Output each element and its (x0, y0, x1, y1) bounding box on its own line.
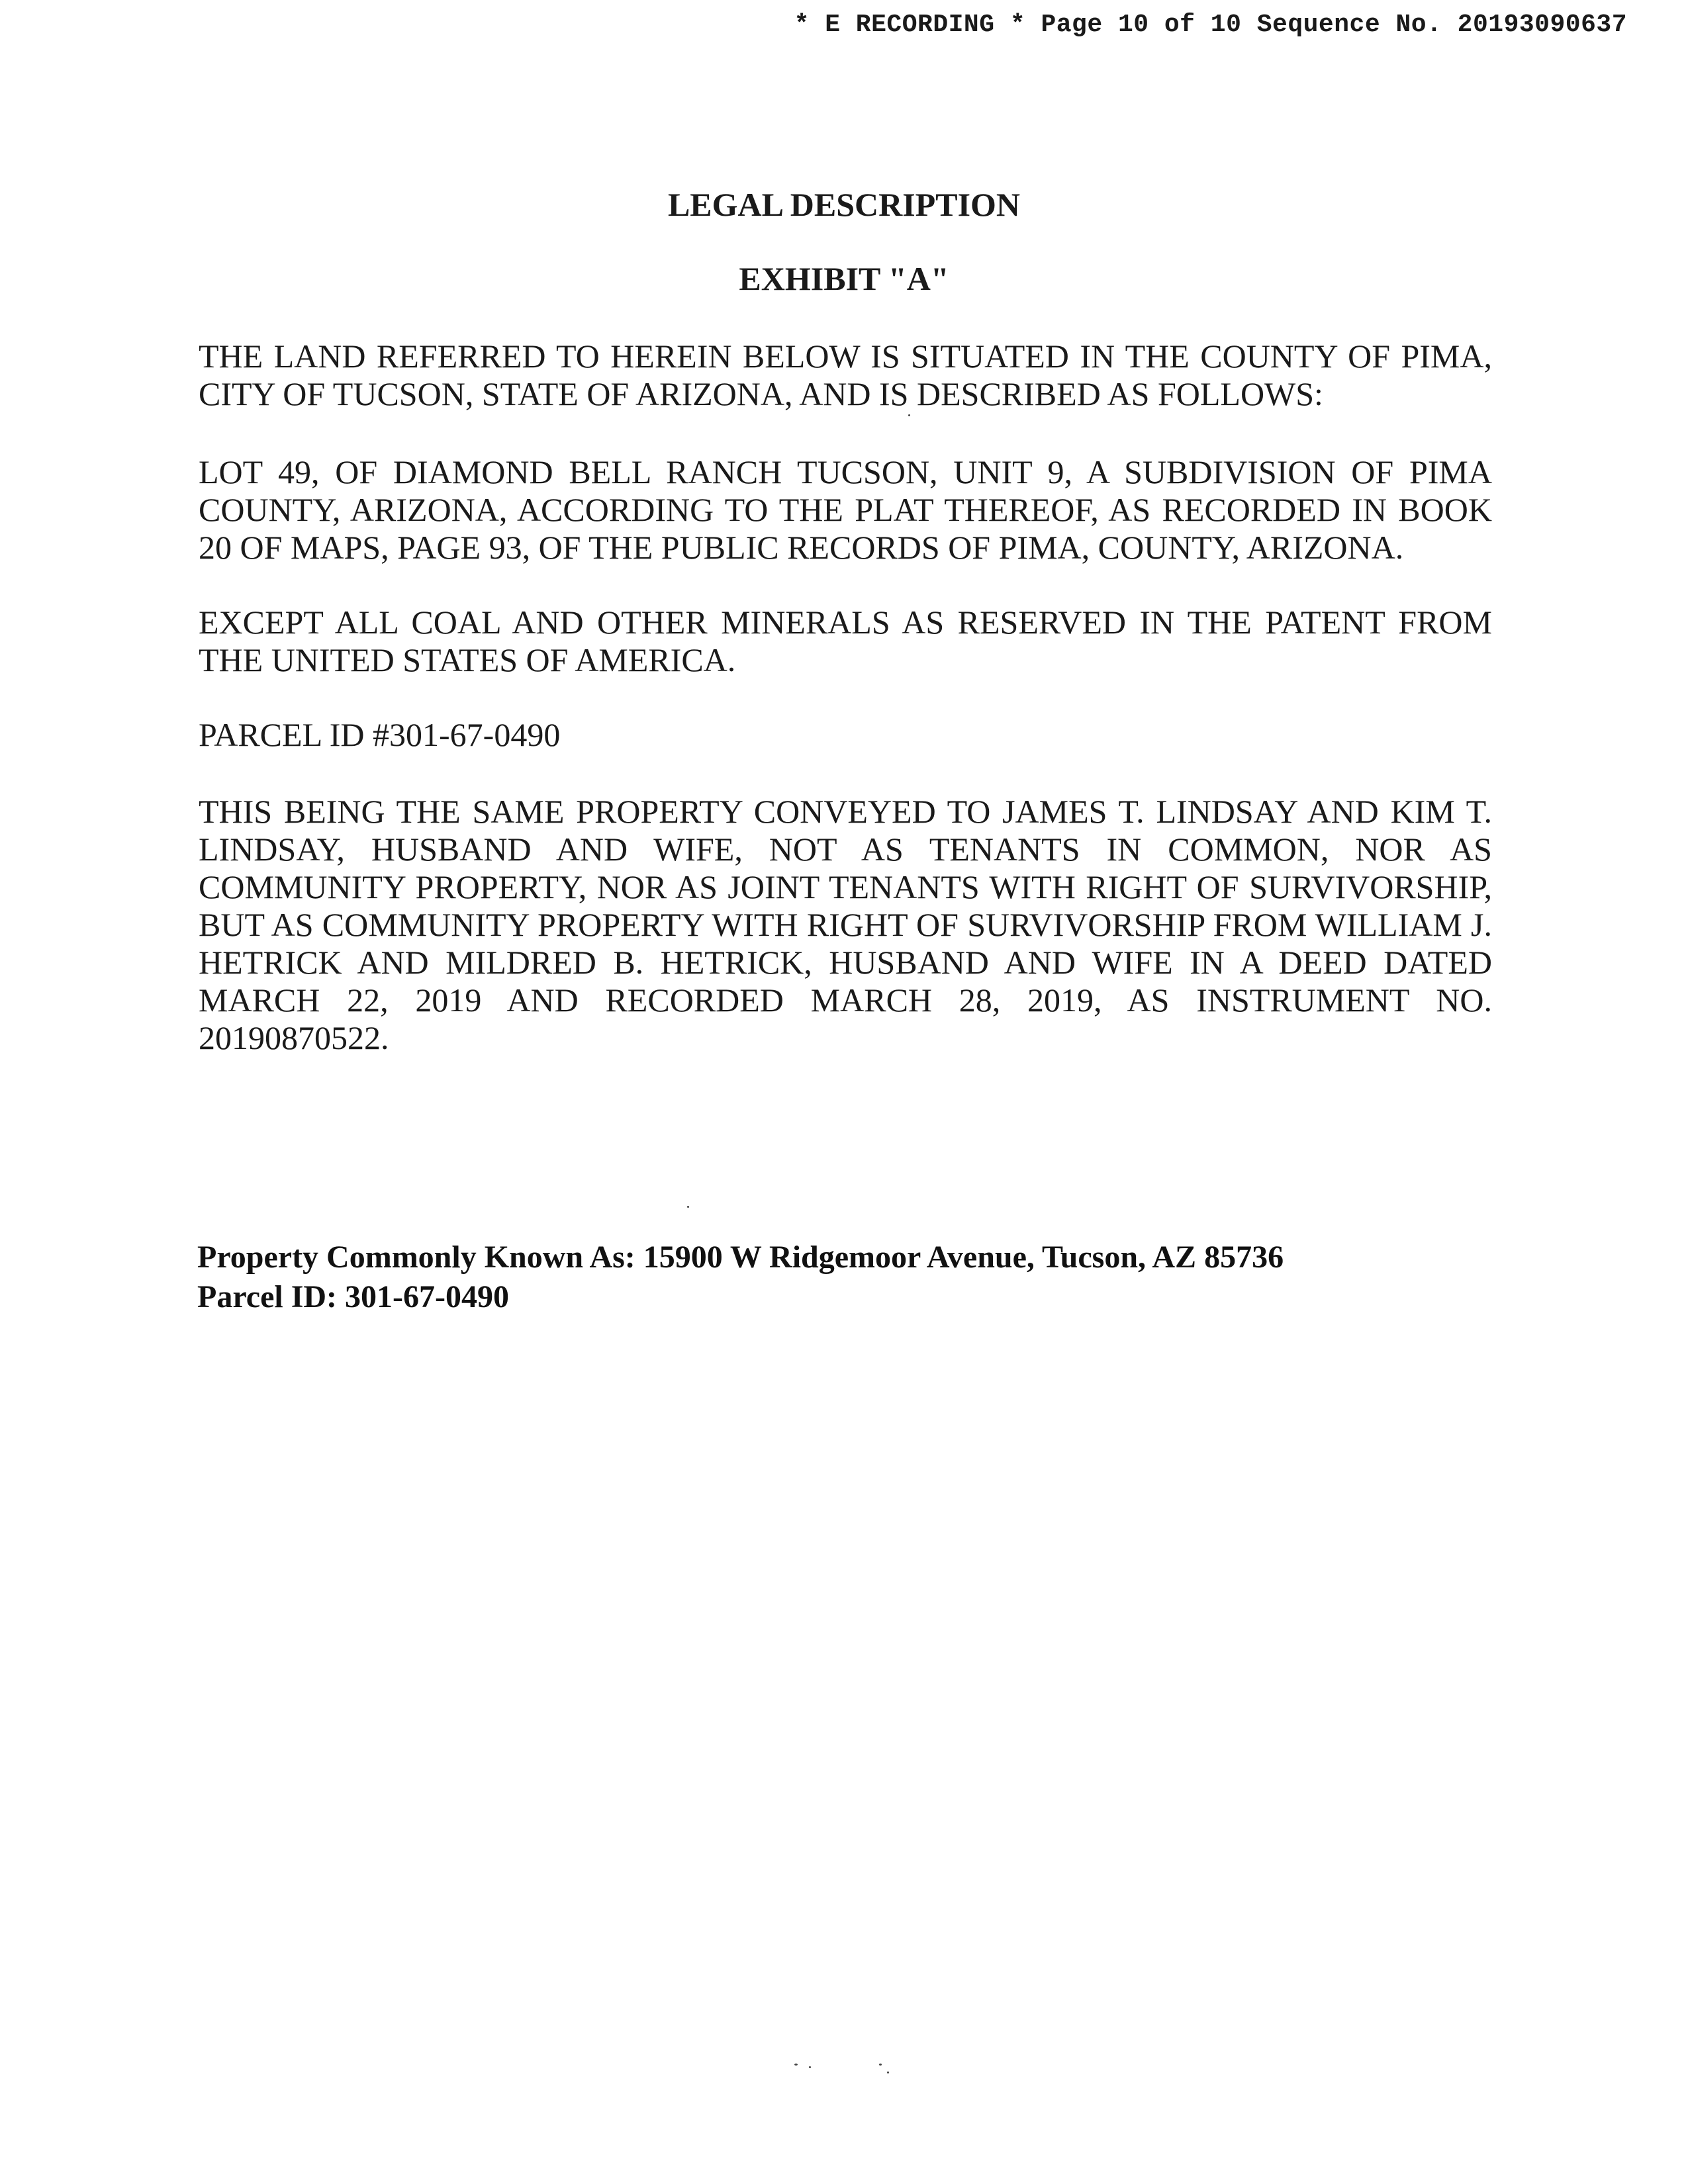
recording-header-stamp: * E RECORDING * Page 10 of 10 Sequence No. 20193090637 (794, 11, 1627, 39)
paragraph-parcel-id: PARCEL ID #301-67-0490 (199, 716, 561, 753)
scan-speck (887, 2071, 889, 2073)
scan-speck (687, 1206, 689, 1208)
paragraph-mineral-exception: EXCEPT ALL COAL AND OTHER MINERALS AS RESERVED IN THE PATENT FROM THE UNITED STATES OF AMERICA. (199, 604, 1492, 678)
parcel-id-line: Parcel ID: 301-67-0490 (197, 1279, 509, 1314)
scan-speck (908, 414, 910, 416)
scan-speck (794, 2064, 798, 2066)
paragraph-lot-description: LOT 49, OF DIAMOND BELL RANCH TUCSON, UNIT 9, A SUBDIVISION OF PIMA COUNTY, ARIZONA, ACCORDING TO THE PLAT THEREOF, AS RECORDED IN BOOK 20 OF MAPS, PAGE 93, OF THE PUBLIC RECORDS OF PIMA, COUNTY, ARIZONA. (199, 453, 1492, 566)
exhibit-label: EXHIBIT "A" (739, 260, 949, 297)
scan-speck (879, 2064, 882, 2066)
scan-speck (809, 2066, 811, 2068)
paragraph-situated: THE LAND REFERRED TO HEREIN BELOW IS SITUATED IN THE COUNTY OF PIMA, CITY OF TUCSON, STATE OF ARIZONA, AND IS DESCRIBED AS FOLLOWS: (199, 338, 1492, 412)
paragraph-conveyance: THIS BEING THE SAME PROPERTY CONVEYED TO JAMES T. LINDSAY AND KIM T. LINDSAY, HUSBAND AND WIFE, NOT AS TENANTS IN COMMON, NOR AS COMMUNITY PROPERTY, NOR AS JOINT TENANTS WITH RIGHT OF SURVIVORSHIP, BUT AS COMMUNITY PROPERTY WITH RIGHT OF SURVIVORSHIP FROM WILLIAM J. HETRICK AND MILDRED B. HETRICK, HUSBAND AND WIFE IN A DEED DATED MARCH 22, 2019 AND RECORDED MARCH 28, 2019, AS INSTRUMENT NO. 20190870522. (199, 793, 1492, 1056)
document-title: LEGAL DESCRIPTION (667, 186, 1021, 223)
property-address-line: Property Commonly Known As: 15900 W Ridgemoor Avenue, Tucson, AZ 85736 (197, 1240, 1284, 1275)
